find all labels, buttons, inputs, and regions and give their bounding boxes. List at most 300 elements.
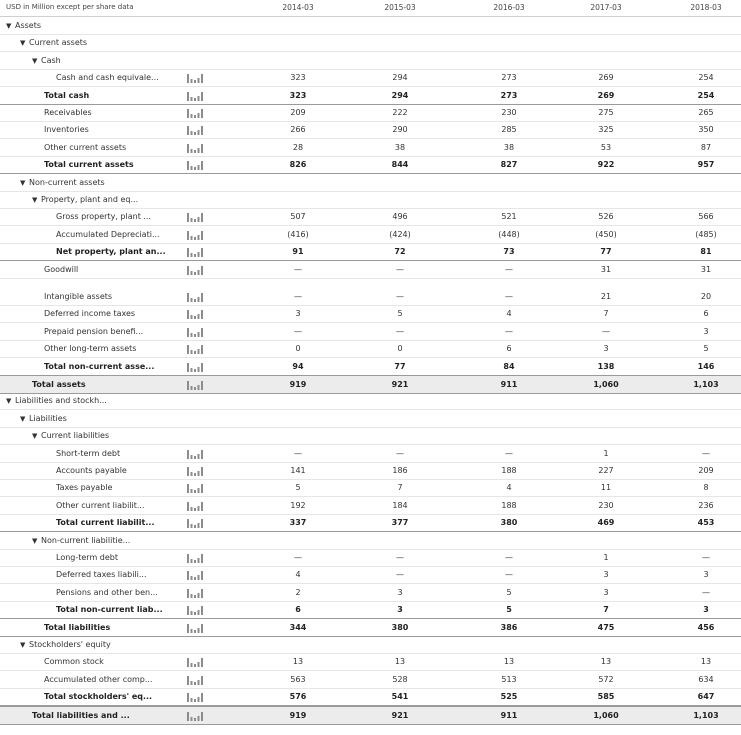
cell-value: 922 [597, 160, 615, 169]
sparkline-bar-icon[interactable] [186, 570, 204, 580]
cell-value: 73 [503, 247, 515, 256]
cell-value: 2 [295, 588, 301, 597]
cell-value: 77 [600, 247, 612, 256]
row-label [56, 449, 120, 458]
sparkline-bar-icon[interactable] [186, 143, 204, 153]
cell-value: 13 [700, 657, 712, 666]
cell-value: 919 [289, 711, 307, 720]
cell-value: 344 [289, 623, 307, 632]
triangle-down-icon[interactable]: ▼ [32, 537, 38, 545]
cell-value: 3 [397, 588, 403, 597]
row-label-text: Cash [41, 56, 61, 65]
row-label [44, 143, 126, 152]
cell-value: 919 [289, 380, 307, 389]
table-row [0, 706, 741, 725]
sparkline-bar-icon[interactable] [186, 501, 204, 511]
sparkline-bar-icon[interactable] [186, 483, 204, 493]
row-label-text: Current liabilities [41, 431, 110, 440]
sparkline-bar-icon[interactable] [186, 553, 204, 563]
cell-value: 5 [506, 605, 512, 614]
cell-value: 3 [603, 344, 609, 353]
table-row [0, 288, 741, 306]
table-row[interactable] [0, 52, 741, 70]
cell-value: 5 [506, 588, 512, 597]
cell-value: 585 [597, 692, 615, 701]
cell-value: 1 [603, 553, 609, 562]
cell-value: — [294, 553, 302, 562]
sparkline-bar-icon[interactable] [186, 265, 204, 275]
row-label [20, 38, 87, 47]
column-header[interactable]: 2016-03 [493, 3, 525, 12]
cell-value: — [396, 570, 404, 579]
table-row [0, 243, 741, 261]
table-row [0, 156, 741, 174]
sparkline-bar-icon[interactable] [186, 327, 204, 337]
cell-value: 275 [598, 108, 614, 117]
row-label [32, 711, 130, 720]
cell-value: 634 [698, 675, 714, 684]
table-row [0, 497, 741, 515]
table-row [0, 305, 741, 323]
triangle-down-icon[interactable]: ▼ [6, 397, 12, 405]
row-label-text: Accumulated other comp... [44, 675, 153, 684]
cell-value: 563 [290, 675, 306, 684]
row-label-text: Deferred taxes liabili... [56, 570, 147, 579]
cell-value: 541 [391, 692, 409, 701]
cell-value: 72 [394, 247, 406, 256]
cell-value: 1,103 [693, 380, 719, 389]
cell-value: 91 [292, 247, 304, 256]
sparkline-bar-icon[interactable] [186, 623, 204, 633]
triangle-down-icon[interactable]: ▼ [6, 22, 12, 30]
cell-value: 3 [397, 605, 403, 614]
cell-value: 325 [598, 125, 614, 134]
cell-value: 7 [603, 605, 609, 614]
table-row [0, 87, 741, 105]
table-row [0, 514, 741, 532]
cell-value: 521 [501, 212, 517, 221]
cell-value: 513 [501, 675, 517, 684]
row-label-text: Prepaid pension benefi... [44, 327, 144, 336]
cell-value: 507 [290, 212, 306, 221]
row-label [6, 396, 107, 405]
cell-value: — [702, 553, 710, 562]
row-label-text: Net property, plant an... [56, 247, 166, 256]
cell-value: 294 [392, 73, 408, 82]
table-row[interactable] [0, 427, 741, 445]
row-label [56, 483, 112, 492]
cell-value: — [702, 449, 710, 458]
cell-value: 21 [600, 292, 612, 301]
table-header [0, 0, 741, 17]
row-label-text: Short-term debt [56, 449, 121, 458]
column-header[interactable]: 2017-03 [590, 3, 622, 12]
row-label-text: Liabilities and stockh... [15, 396, 107, 405]
cell-value: 31 [700, 265, 712, 274]
cell-value: 7 [603, 309, 609, 318]
cell-value: 0 [295, 344, 301, 353]
cell-value: 1 [603, 449, 609, 458]
row-label [56, 518, 154, 527]
cell-value: 269 [597, 91, 615, 100]
row-label-text: Goodwill [44, 265, 79, 274]
cell-value: 386 [500, 623, 518, 632]
table-row [0, 261, 741, 279]
cell-value: 4 [506, 483, 512, 492]
row-label-text: Property, plant and eq... [41, 195, 139, 204]
row-label-text: Cash and cash equivale... [56, 73, 159, 82]
row-label [44, 160, 134, 169]
table-row[interactable] [0, 532, 741, 550]
row-label-text: Taxes payable [56, 483, 113, 492]
row-label [44, 344, 136, 353]
cell-value: 138 [597, 362, 615, 371]
cell-value: 290 [392, 125, 408, 134]
row-label-text: Gross property, plant ... [56, 212, 151, 221]
table-row [0, 462, 741, 480]
table-row [0, 445, 741, 463]
sparkline-bar-icon[interactable] [186, 125, 204, 135]
row-label [56, 553, 118, 562]
cell-value: — [505, 292, 513, 301]
triangle-down-icon[interactable]: ▼ [20, 641, 26, 649]
row-label [56, 605, 163, 614]
cell-value: 572 [598, 675, 614, 684]
cell-value: 525 [500, 692, 518, 701]
row-label [44, 125, 89, 134]
row-label-text: Total liabilities [44, 623, 111, 632]
row-label-text: Non-current liabilitie... [41, 536, 131, 545]
table-row [0, 584, 741, 602]
triangle-down-icon[interactable]: ▼ [32, 57, 38, 65]
row-label [32, 56, 61, 65]
cell-value: — [396, 327, 404, 336]
sparkline-bar-icon[interactable] [186, 108, 204, 118]
table-row [0, 104, 741, 122]
cell-value: (416) [287, 230, 309, 239]
cell-value: — [505, 449, 513, 458]
row-label-text: Deferred income taxes [44, 309, 136, 318]
row-label [44, 309, 135, 318]
sparkline-bar-icon[interactable] [186, 657, 204, 667]
cell-value: 3 [603, 570, 609, 579]
cell-value: 957 [697, 160, 715, 169]
sparkline-bar-icon[interactable] [186, 518, 204, 528]
cell-value: 53 [600, 143, 612, 152]
row-label [56, 212, 151, 221]
row-label-text: Receivables [44, 108, 92, 117]
cell-value: 496 [392, 212, 408, 221]
cell-value: 266 [290, 125, 306, 134]
table-row[interactable] [0, 392, 741, 410]
cell-value: 184 [392, 501, 408, 510]
cell-value: 13 [600, 657, 612, 666]
cell-value: 3 [295, 309, 301, 318]
row-label-text: Current assets [29, 38, 88, 47]
cell-value: 209 [290, 108, 306, 117]
cell-value: 188 [501, 501, 517, 510]
table-row[interactable] [0, 174, 741, 192]
cell-value: 94 [292, 362, 304, 371]
cell-value: 4 [295, 570, 301, 579]
cell-value: — [505, 327, 513, 336]
table-row [0, 208, 741, 226]
cell-value: — [294, 292, 302, 301]
cell-value: 11 [600, 483, 612, 492]
cell-value: — [396, 265, 404, 274]
cell-value: — [396, 553, 404, 562]
row-label-text: Other current assets [44, 143, 127, 152]
cell-value: — [396, 449, 404, 458]
sparkline-bar-icon[interactable] [186, 675, 204, 685]
triangle-down-icon[interactable]: ▼ [32, 196, 38, 204]
sparkline-bar-icon[interactable] [186, 362, 204, 372]
row-label [44, 675, 153, 684]
triangle-down-icon[interactable]: ▼ [20, 179, 26, 187]
row-label [44, 91, 89, 100]
row-label-text: Common stock [44, 657, 104, 666]
cell-value: 0 [397, 344, 403, 353]
row-label-text: Total non-current liab... [56, 605, 163, 614]
cell-value: 192 [290, 501, 306, 510]
cell-value: — [294, 449, 302, 458]
cell-value: 921 [391, 380, 409, 389]
cell-value: 188 [501, 466, 517, 475]
table-row [0, 549, 741, 567]
row-label [56, 501, 145, 510]
row-label-text: Total current liabilit... [56, 518, 155, 527]
row-label [44, 362, 154, 371]
row-label-text: Accumulated Depreciati... [56, 230, 160, 239]
cell-value: 323 [290, 73, 306, 82]
row-label-text: Other long-term assets [44, 344, 137, 353]
row-label-text: Total liabilities and ... [32, 711, 130, 720]
cell-value: 3 [703, 570, 709, 579]
sparkline-bar-icon[interactable] [186, 692, 204, 702]
row-label [56, 73, 159, 82]
sparkline-bar-icon[interactable] [186, 588, 204, 598]
cell-value: 6 [506, 344, 512, 353]
cell-value: 1,103 [693, 711, 719, 720]
cell-value: 38 [503, 143, 515, 152]
cell-value: 6 [703, 309, 709, 318]
cell-value: 269 [598, 73, 614, 82]
cell-value: — [505, 553, 513, 562]
row-label [44, 623, 110, 632]
table-row [0, 619, 741, 637]
cell-value: 350 [698, 125, 714, 134]
sparkline-bar-icon[interactable] [186, 344, 204, 354]
row-label [44, 108, 92, 117]
row-label-text: Inventories [44, 125, 89, 134]
sparkline-bar-icon[interactable] [186, 160, 204, 170]
cell-value: — [505, 570, 513, 579]
row-label [44, 292, 112, 301]
cell-value: (448) [498, 230, 520, 239]
cell-value: 28 [292, 143, 304, 152]
table-row [0, 688, 741, 706]
sparkline-bar-icon[interactable] [186, 247, 204, 257]
cell-value: — [702, 588, 710, 597]
cell-value: 186 [392, 466, 408, 475]
sparkline-bar-icon[interactable] [186, 230, 204, 240]
cell-value: 1,060 [593, 380, 619, 389]
row-label-text: Long-term debt [56, 553, 119, 562]
triangle-down-icon[interactable]: ▼ [32, 432, 38, 440]
cell-value: 273 [501, 73, 517, 82]
cell-value: 5 [703, 344, 709, 353]
table-row [0, 653, 741, 671]
row-label [20, 640, 111, 649]
table-row[interactable] [0, 191, 741, 209]
triangle-down-icon[interactable]: ▼ [20, 39, 26, 47]
cell-value: 5 [397, 309, 403, 318]
cell-value: 576 [289, 692, 307, 701]
cell-value: 647 [697, 692, 715, 701]
sparkline-bar-icon[interactable] [186, 309, 204, 319]
cell-value: 31 [600, 265, 612, 274]
row-label [44, 265, 78, 274]
sparkline-bar-icon[interactable] [186, 292, 204, 302]
cell-value: 475 [597, 623, 615, 632]
sparkline-bar-icon[interactable] [186, 380, 204, 390]
cell-value: 526 [598, 212, 614, 221]
sparkline-bar-icon[interactable] [186, 212, 204, 222]
cell-value: 265 [698, 108, 714, 117]
column-header[interactable]: 2014-03 [282, 3, 314, 12]
row-label-text: Other current liabilit... [56, 501, 145, 510]
row-label [20, 178, 105, 187]
sparkline-bar-icon[interactable] [186, 449, 204, 459]
row-label [6, 21, 41, 30]
cell-value: 294 [391, 91, 409, 100]
table-row[interactable] [0, 34, 741, 52]
cell-value: 3 [603, 588, 609, 597]
cell-value: 84 [503, 362, 515, 371]
cell-value: 236 [698, 501, 714, 510]
column-header[interactable]: 2015-03 [384, 3, 416, 12]
table-row [0, 671, 741, 689]
table-row[interactable] [0, 17, 741, 35]
cell-value: 8 [703, 483, 709, 492]
row-label-text: Total cash [44, 91, 90, 100]
table-row [0, 226, 741, 244]
cell-value: 13 [503, 657, 515, 666]
cell-value: 456 [697, 623, 715, 632]
row-label [56, 466, 127, 475]
cell-value: 566 [698, 212, 714, 221]
table-row [0, 479, 741, 497]
cell-value: 921 [391, 711, 409, 720]
cell-value: 826 [289, 160, 307, 169]
row-label-text: Non-current assets [29, 178, 105, 187]
cell-value: 273 [500, 91, 518, 100]
cell-value: 222 [392, 108, 408, 117]
row-label [56, 247, 166, 256]
cell-value: 323 [289, 91, 307, 100]
cell-value: 81 [700, 247, 712, 256]
table-row[interactable] [0, 410, 741, 428]
row-label [56, 230, 160, 239]
table-row [0, 601, 741, 619]
cell-value: 5 [295, 483, 301, 492]
row-label [32, 431, 109, 440]
cell-value: 77 [394, 362, 406, 371]
table-row[interactable] [0, 636, 741, 654]
row-label-text: Liabilities [29, 414, 67, 423]
row-label-text: Assets [15, 21, 42, 30]
cell-value: 87 [700, 143, 712, 152]
column-header[interactable]: 2018-03 [690, 3, 722, 12]
sparkline-bar-icon[interactable] [186, 91, 204, 101]
table-row [0, 69, 741, 87]
cell-value: 146 [697, 362, 715, 371]
cell-value: 827 [500, 160, 518, 169]
cell-value: 3 [703, 605, 709, 614]
cell-value: 227 [598, 466, 614, 475]
cell-value: 469 [597, 518, 615, 527]
cell-value: — [294, 265, 302, 274]
row-label [32, 380, 86, 389]
cell-value: (485) [695, 230, 717, 239]
row-label-text: Total stockholders' eq... [44, 692, 153, 701]
sparkline-bar-icon[interactable] [186, 466, 204, 476]
cell-value: — [602, 327, 610, 336]
cell-value: 209 [698, 466, 714, 475]
cell-value: 141 [290, 466, 306, 475]
cell-value: 377 [391, 518, 409, 527]
cell-value: (424) [389, 230, 411, 239]
cell-value: 20 [700, 292, 712, 301]
cell-value: 911 [500, 380, 518, 389]
cell-value: 453 [697, 518, 715, 527]
cell-value: — [396, 292, 404, 301]
cell-value: 911 [500, 711, 518, 720]
row-label [56, 588, 158, 597]
row-label [44, 692, 152, 701]
table-row [0, 566, 741, 584]
table-row [0, 139, 741, 157]
sparkline-bar-icon[interactable] [186, 73, 204, 83]
cell-value: 6 [295, 605, 301, 614]
cell-value: 285 [501, 125, 517, 134]
row-label-text: Total assets [32, 380, 86, 389]
row-label-text: Intangible assets [44, 292, 113, 301]
triangle-down-icon[interactable]: ▼ [20, 415, 26, 423]
cell-value: 337 [289, 518, 307, 527]
cell-value: 844 [391, 160, 409, 169]
table-row [0, 323, 741, 341]
cell-value: — [294, 327, 302, 336]
cell-value: 4 [506, 309, 512, 318]
cell-value: 380 [500, 518, 518, 527]
row-label-text: Pensions and other ben... [56, 588, 158, 597]
sparkline-bar-icon[interactable] [186, 605, 204, 615]
cell-value: 380 [391, 623, 409, 632]
cell-value: 38 [394, 143, 406, 152]
cell-value: 528 [392, 675, 408, 684]
row-label [32, 195, 138, 204]
cell-value: (450) [595, 230, 617, 239]
cell-value: 13 [292, 657, 304, 666]
row-label [44, 327, 143, 336]
sparkline-bar-icon[interactable] [186, 711, 204, 721]
cell-value: 3 [703, 327, 709, 336]
row-label [56, 570, 147, 579]
row-label [44, 657, 104, 666]
table-row [0, 340, 741, 358]
cell-value: 13 [394, 657, 406, 666]
